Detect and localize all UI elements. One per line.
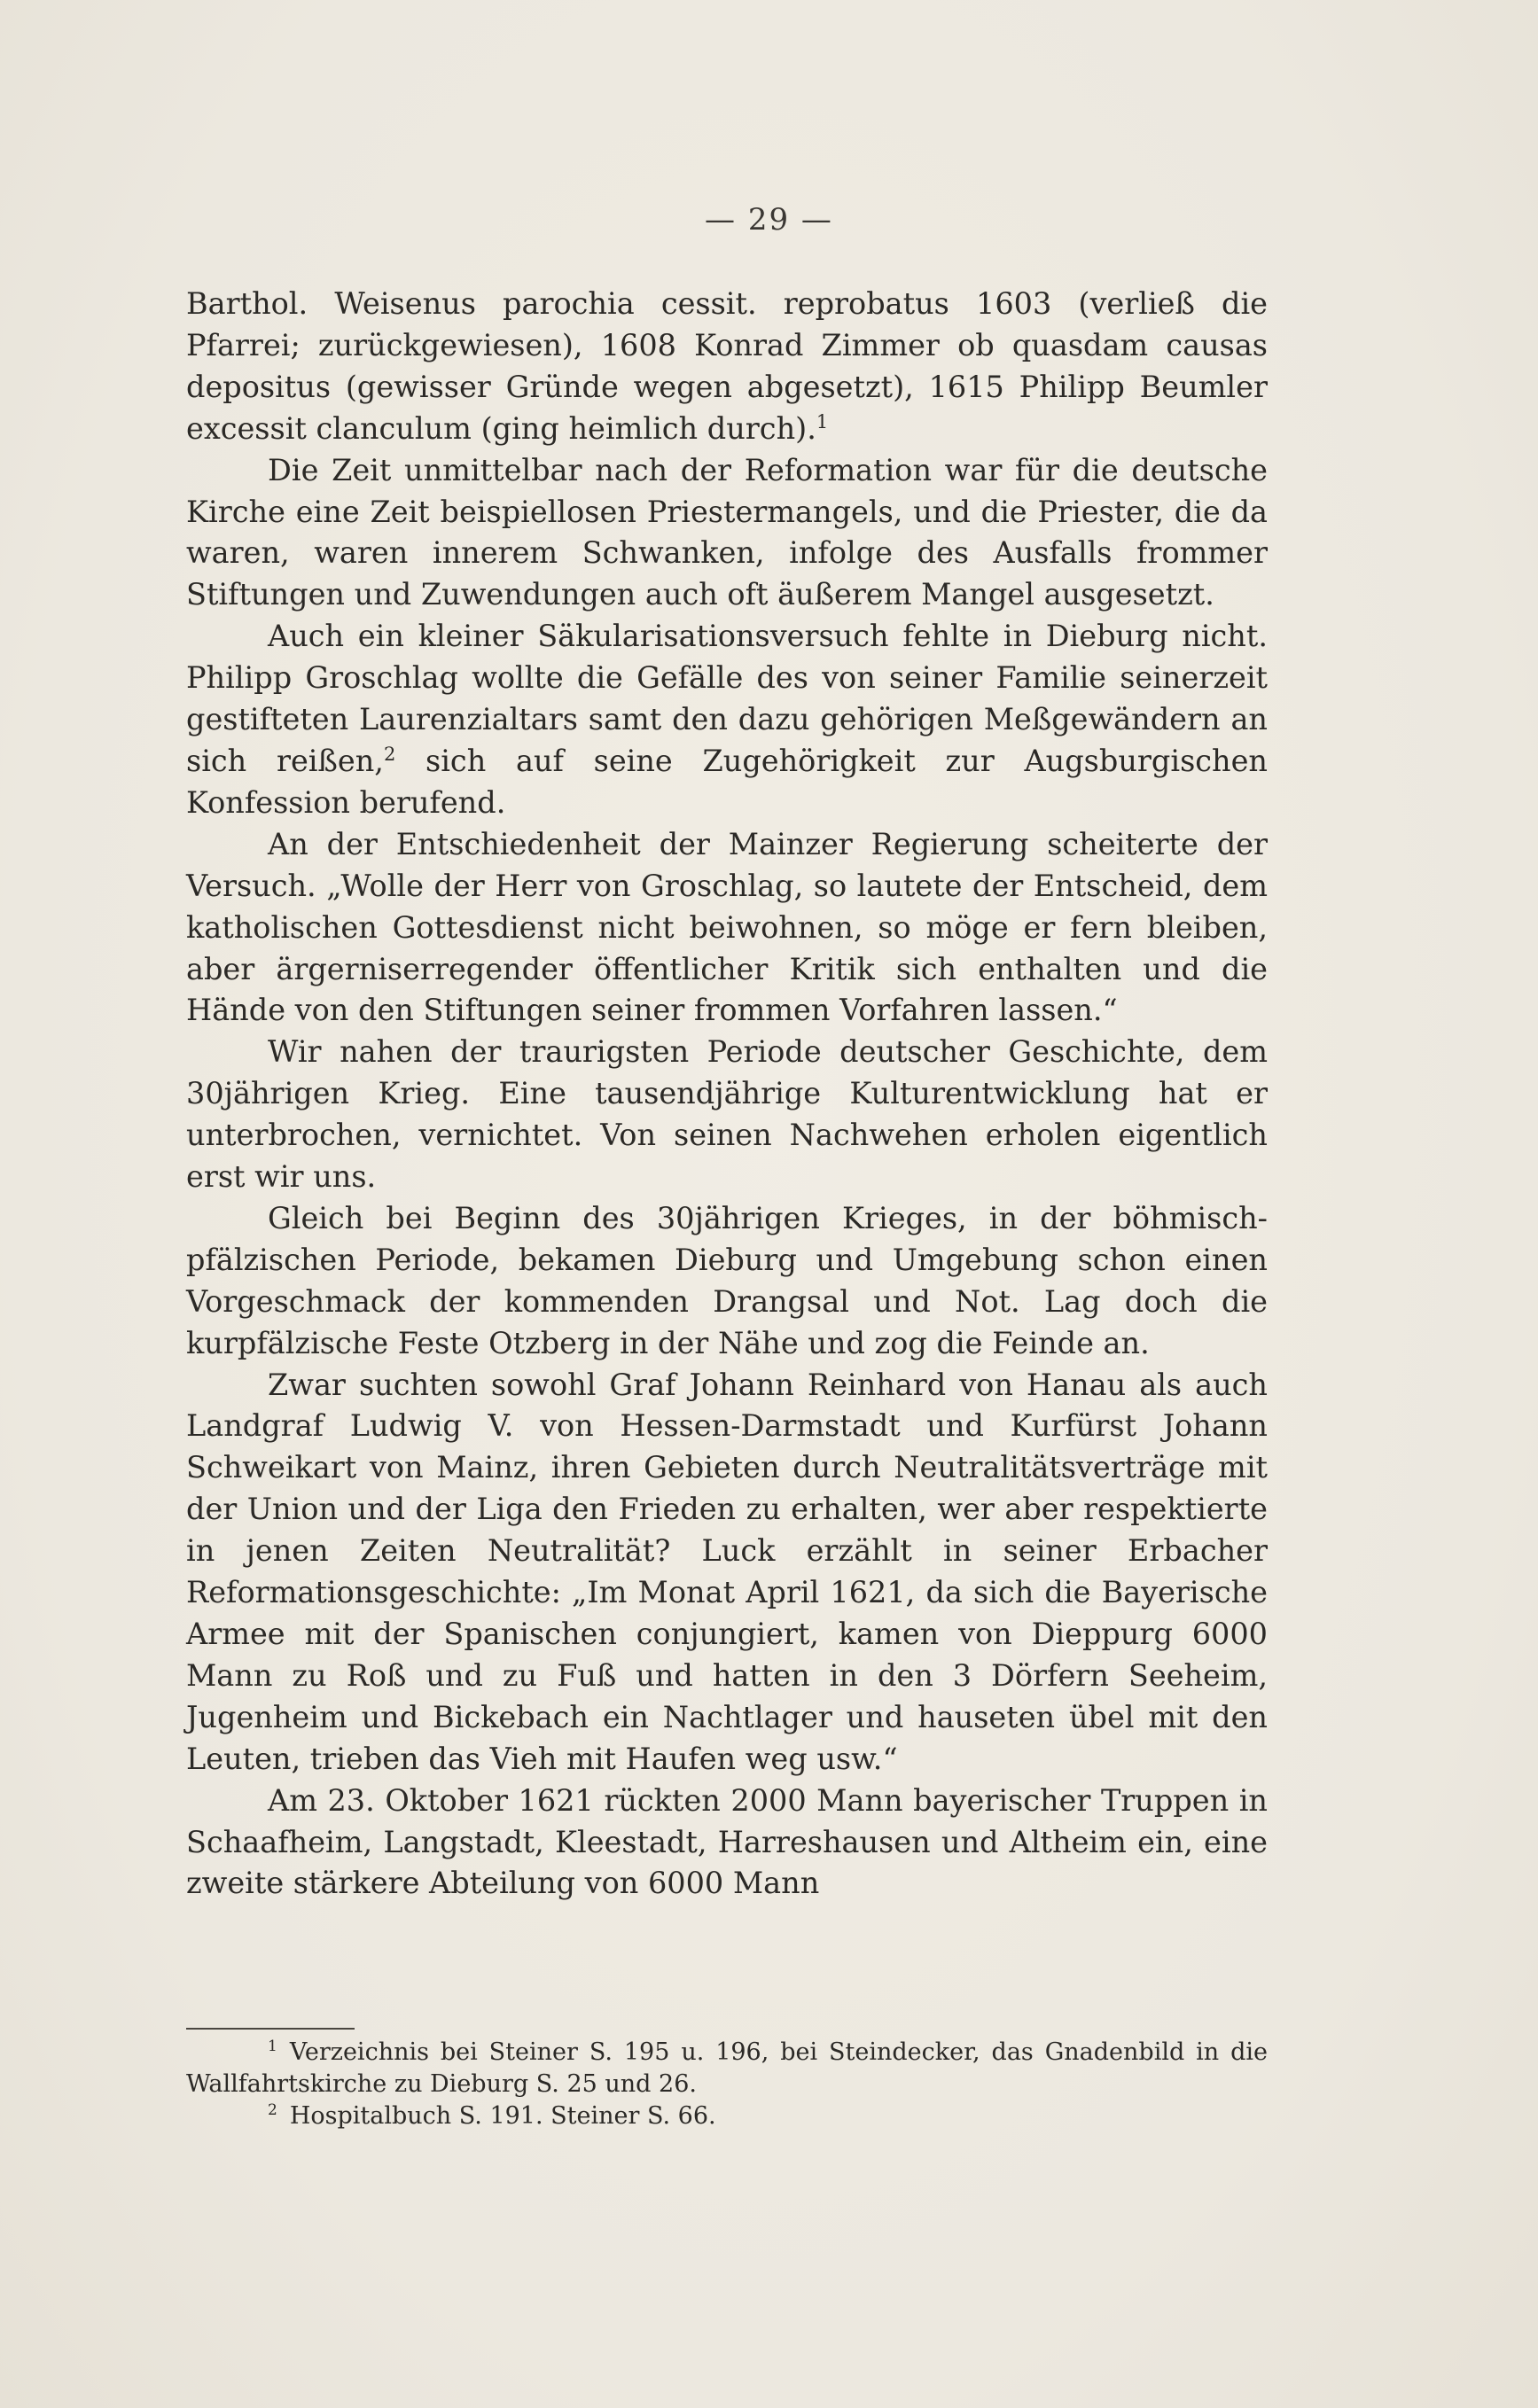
paragraph: Zwar suchten sowohl Graf Johann Reinhard von Hanau als auch Landgraf Ludwig V. von Hessen-Darmstadt und Kurfürst Johann Schweikart von Mainz, ihren Gebieten durch Neutralitätsverträge mit der Union und der Liga den Frieden zu erhalten, wer aber respektierte in jenen Zeiten Neutralität? Luck erzählt in seiner Erbacher Reformationsgeschichte: „Im Monat April 1621, da sich die Bayerische Armee mit der Spanischen conjungiert, kamen von Dieppurg 6000 Mann zu Roß und zu Fuß und hatten in den 3 Dörfern Seeheim, Jugenheim und Bickebach ein Nachtlager und hauseten übel mit den Leuten, trieben das Vieh mit Haufen weg usw.“	[186, 1367, 1268, 1776]
paragraph: Am 23. Oktober 1621 rückten 2000 Mann bayerischer Truppen in Schaafheim, Langstadt, Kleestadt, Harreshausen und Altheim ein, eine zweite stärkere Abteilung von 6000 Mann	[186, 1782, 1268, 1901]
paragraph: Die Zeit unmittelbar nach der Reformation war für die deutsche Kirche eine Zeit beispiellosen Priestermangels, und die Priester, die da waren, waren innerem Schwanken, infolge des Ausfalls frommer Stiftungen und Zuwendungen auch oft äußerem Mangel ausgesetzt.	[186, 452, 1268, 612]
footnote	[186, 2100, 1268, 2132]
footnote-marker: 2	[268, 2101, 277, 2119]
footnote-marker: 1	[268, 2038, 277, 2055]
footnotes	[186, 2037, 1268, 2132]
footnote-text: Hospitalbuch S. 191. Steiner S. 66.	[289, 2102, 716, 2130]
paragraph-text: sich auf seine Zugehörigkeit zur Augsburgischen Konfession berufend.	[186, 743, 1268, 820]
paragraph-text: Auch ein kleiner Säkularisationsversuch fehlte in Dieburg nicht. Philipp Groschlag wollte die Gefälle des von seiner Familie seinerzeit gestifteten Laurenzialtars samt den dazu gehörigen Meßgewändern an sich reißen,	[186, 619, 1268, 778]
footnote-divider	[186, 2028, 355, 2030]
footnote-text: Verzeichnis bei Steiner S. 195 u. 196, bei Steindecker, das Gnadenbild in die Wallfahrtskirche zu Dieburg S. 25 und 26.	[186, 2038, 1268, 2098]
footnote-reference: 2	[383, 743, 396, 765]
page-number: — 29 —	[705, 202, 833, 238]
footnote-reference: 1	[816, 410, 829, 433]
paragraph: Gleich bei Beginn des 30jährigen Krieges, in der böhmisch-pfälzischen Periode, bekamen Dieburg und Umgebung schon einen Vorgeschmack der kommenden Drangsal und Not. Lag doch die kurpfälzische Feste Otzberg in der Nähe und zog die Feinde an.	[186, 1200, 1268, 1360]
body-text	[186, 284, 1268, 1905]
paragraph	[186, 616, 1268, 824]
paragraph: Wir nahen der traurigsten Periode deutscher Geschichte, dem 30jährigen Krieg. Eine tausendjährige Kulturentwicklung hat er unterbrochen, vernichtet. Von seinen Nachwehen erholen eigentlich erst wir uns.	[186, 1034, 1268, 1195]
paragraph: An der Entschiedenheit der Mainzer Regierung scheiterte der Versuch. „Wolle der Herr von Groschlag, so lautete der Entscheid, dem katholischen Gottesdienst nicht beiwohnen, so möge er fern bleiben, aber ärgerniserregender öffentlicher Kritik sich enthalten und die Hände von den Stiftungen seiner frommen Vorfahren lassen.“	[186, 826, 1268, 1028]
paragraph	[186, 284, 1268, 450]
paragraph-text: Barthol. Weisenus parochia cessit. reprobatus 1603 (verließ die Pfarrei; zurückgewiesen), 1608 Konrad Zimmer ob quasdam causas depositus (gewisser Gründe wegen abgesetzt), 1615 Philipp Beumler excessit clanculum (ging heimlich durch).	[186, 286, 1268, 446]
footnote	[186, 2037, 1268, 2100]
